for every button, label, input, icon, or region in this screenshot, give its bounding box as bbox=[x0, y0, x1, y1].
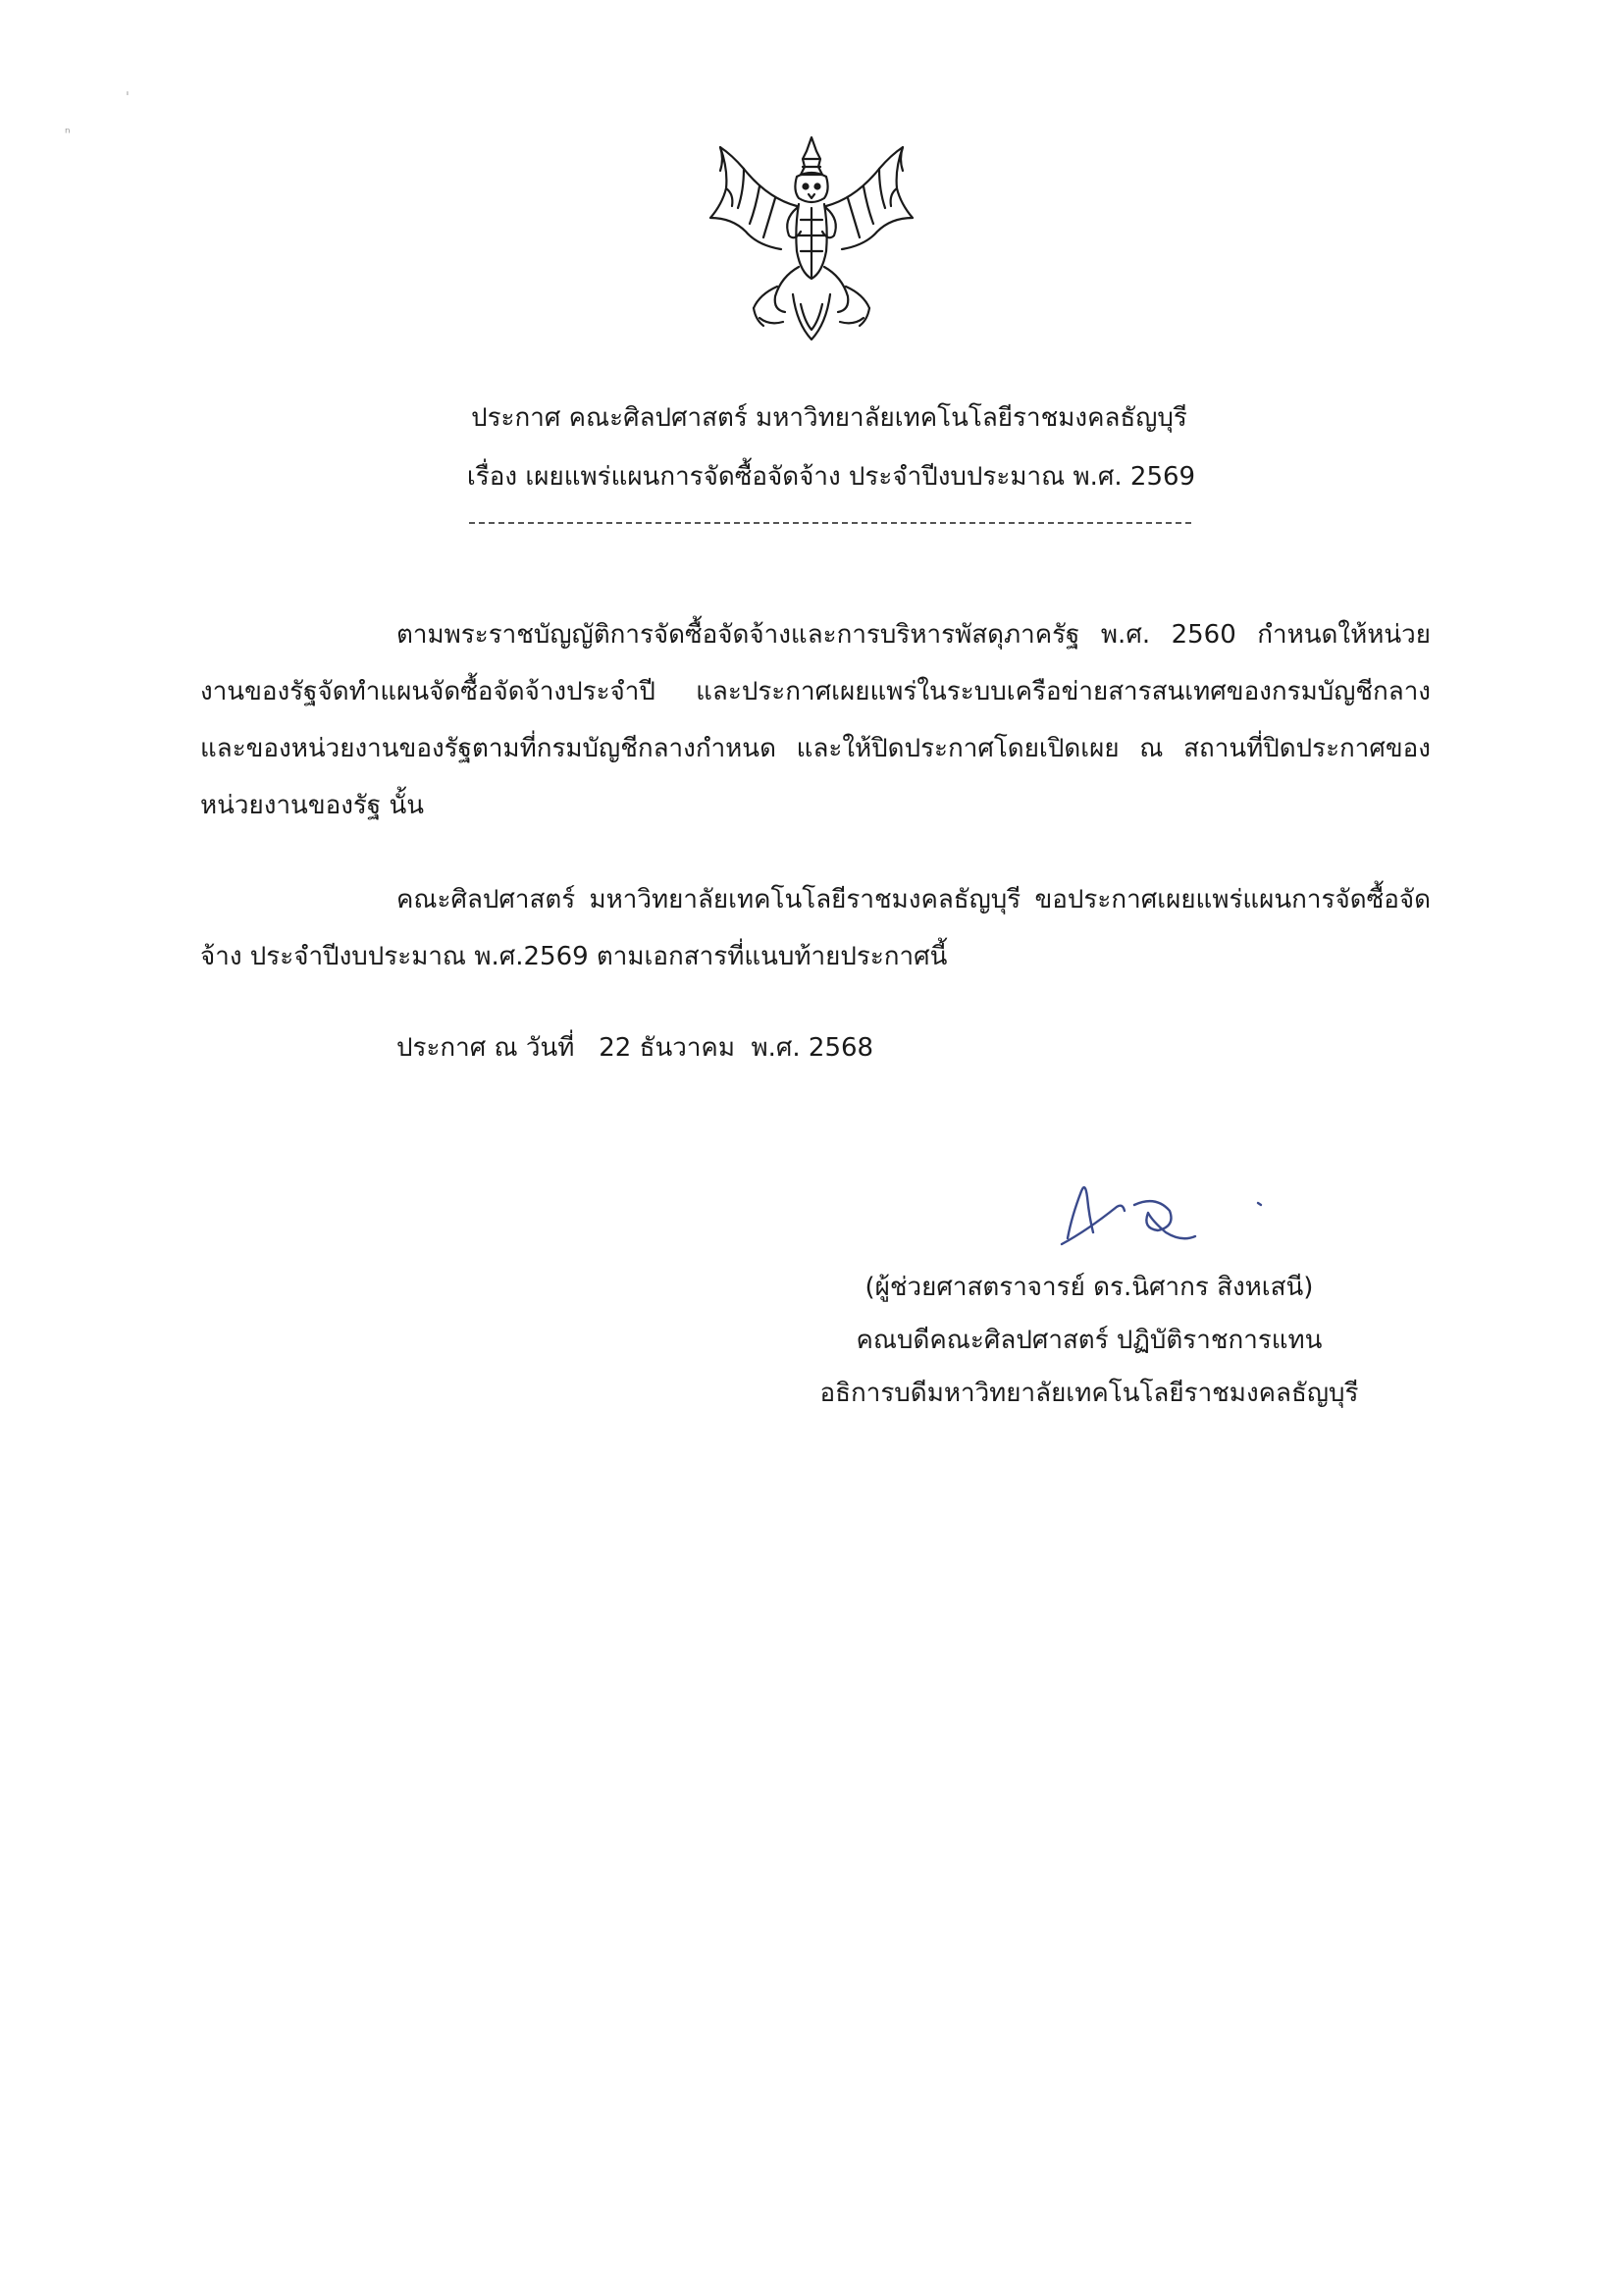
announcement-title: ประกาศ คณะศิลปศาสตร์ มหาวิทยาลัยเทคโนโลยีราชมงคลธัญบุรี bbox=[471, 403, 1187, 433]
announcement-date: ประกาศ ณ วันที่ 22 ธันวาคม พ.ศ. 2568 bbox=[396, 1033, 874, 1063]
body-paragraph-1 bbox=[200, 606, 1431, 834]
signatory-name: (ผู้ช่วยศาสตราจารย์ ดร.นิศากร สิงหเสนี) bbox=[864, 1273, 1314, 1302]
scan-speck: ⁿ bbox=[65, 126, 71, 141]
announcement-subject: เรื่อง เผยแพร่แผนการจัดซื้อจัดจ้าง ประจำปีงบประมาณ พ.ศ. 2569 bbox=[466, 462, 1196, 492]
signature-block bbox=[765, 1261, 1413, 1420]
body-paragraph-2 bbox=[200, 871, 1431, 985]
scan-speck: ˈ bbox=[126, 90, 130, 106]
handwritten-signature bbox=[1048, 1168, 1274, 1256]
signatory-position-2: อธิการบดีมหาวิทยาลัยเทคโนโลยีราชมงคลธัญบุรี bbox=[819, 1379, 1359, 1408]
body-paragraph-2-text: คณะศิลปศาสตร์ มหาวิทยาลัยเทคโนโลยีราชมงคลธัญบุรี ขอประกาศเผยแพร่แผนการจัดซื้อจัดจ้าง ประจำปีงบประมาณ พ.ศ.2569 ตามเอกสารที่แนบท้ายประกาศนี้ bbox=[200, 885, 1431, 971]
garuda-emblem-icon bbox=[699, 130, 924, 355]
body-paragraph-1-text: ตามพระราชบัญญัติการจัดซื้อจัดจ้างและการบริหารพัสดุภาครัฐ พ.ศ. 2560 กำหนดให้หน่วยงานของรัฐจัดทำแผนจัดซื้อจัดจ้างประจำปี และประกาศเผยแพร่ในระบบเครือข่ายสารสนเทศของกรมบัญชีกลางและของหน่วยงานของรัฐตามที่กรมบัญชีกลางกำหนด และให้ปิดประกาศโดยเปิดเผย ณ สถานที่ปิดประกาศของหน่วยงานของรัฐ นั้น bbox=[200, 620, 1431, 820]
signatory-position-1: คณบดีคณะศิลปศาสตร์ ปฏิบัติราชการแทน bbox=[856, 1326, 1323, 1355]
dashed-separator bbox=[469, 522, 1191, 524]
